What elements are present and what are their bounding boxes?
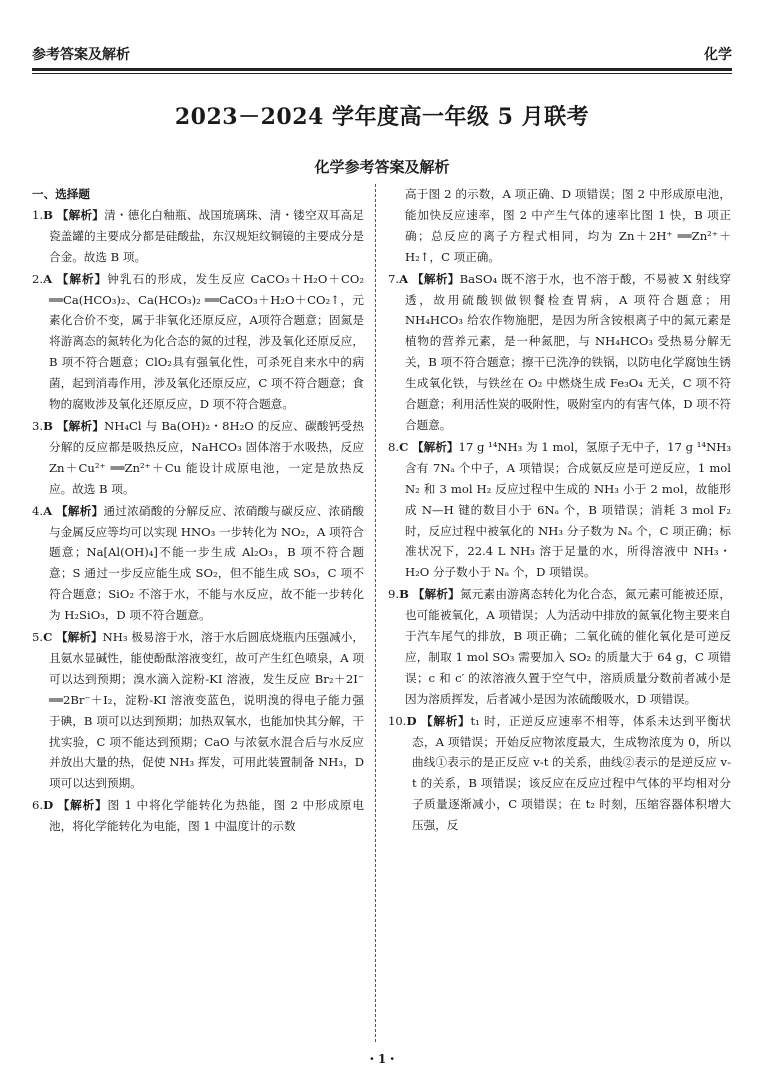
analysis-text: BaSO₄ 既不溶于水，也不溶于酸，不易被 X 射线穿透，故用硫酸钡做钡餐检查胃病，A 项符合题意；用 NH₄HCO₃ 给农作物施肥，是因为所含铵根离子中的氮元素是植物的营养元素，是一种氮肥，与 NH₄HCO₃ 受热易分解无关，B 项不符合题意；擦干已洗净的铁锅，以防电化学腐蚀生锈生成氧化铁，与铁丝在 O₂ 中燃烧生成 Fe₃O₄ 无关，C 项不符合题意；利用活性炭的吸附性，吸附室内的有害气体，D 项不符合题意。 <box>405 271 732 432</box>
analysis-tag: 【解析】 <box>56 418 105 433</box>
answer-item <box>388 584 731 709</box>
answer-item <box>32 501 364 626</box>
analysis-tag: 【解析】 <box>412 587 460 602</box>
answer-letter: B <box>43 418 53 433</box>
analysis-tag: 【解析】 <box>412 439 459 454</box>
analysis-text: 氮元素由游离态转化为化合态，氮元素可能被还原，也可能被氧化，A 项错误；人为活动中排放的氮氧化物主要来自于汽车尾气的排放，B 项正确；二氧化硫的催化氧化是可逆反应，制取 1 mol SO₃ 需要加入 SO₂ 的质量大于 64 g，C 项错误；c 和 c′ 的浓溶液久置于空气中，溶质质量分数前者减小是因为溶质挥发，后者减小是因为浓硫酸吸水，D 项错误。 <box>405 587 731 706</box>
page-subtitle: 化学参考答案及解析 <box>314 158 450 176</box>
header-right: 化学 <box>704 47 732 63</box>
question-number: 2. <box>32 271 44 286</box>
question-number: 9. <box>388 587 400 602</box>
question-number: 1. <box>32 207 44 222</box>
header-left: 参考答案及解析 <box>32 47 130 63</box>
answer-item <box>32 269 364 415</box>
analysis-text: 钟乳石的形成，发生反应 CaCO₃＋H₂O＋CO₂ ══Ca(HCO₃)₂、Ca(HCO₃)₂ ══CaCO₃＋H₂O＋CO₂↑，元素化合价不变，属于非氧化还原反应，A项符合题意；固氮是将游离态的氮转化为化合态的氮的过程，涉及氧化还原反应，B 项不符合题意；ClO₂具有强氧化性，可杀死自来水中的病菌，起到消毒作用，涉及氧化还原反应，C 项不符合题意；食物的腐败涉及氧化还原反应，D 项不符合题意。 <box>49 271 364 412</box>
answer-letter: B <box>43 207 53 222</box>
question-number: 3. <box>32 418 44 433</box>
right-column <box>388 184 731 837</box>
answer-item <box>32 205 364 268</box>
header-rule-thick <box>32 68 732 71</box>
analysis-tag: 【解析】 <box>56 207 105 222</box>
question-number: 8. <box>388 439 400 454</box>
analysis-text: t₁ 时，正逆反应速率不相等，体系未达到平衡状态，A 项错误；开始反应物浓度最大，生成物浓度为 0，所以曲线①表示的是正反应 v-t 的关系，曲线②表示的是逆反应 v-t 的关系，B 项错误；该反应在反应过程中气体的平均相对分子质量逐渐减小，C 项错误；在 t₂ 时刻，压缩容器体积增大压强，反 <box>412 713 731 833</box>
answer-letter: D <box>43 798 54 813</box>
answer-letter: A <box>399 271 409 286</box>
analysis-text: 图 1 中将化学能转化为热能，图 2 中形成原电池，将化学能转化为电能，图 1 中温度计的示数 <box>49 798 364 834</box>
analysis-tag: 【解析】 <box>56 503 104 518</box>
question-number: 4. <box>32 503 44 518</box>
analysis-text: NH₄Cl 与 Ba(OH)₂・8H₂O 的反应、碳酸钙受热分解的反应都是吸热反应，NaHCO₃ 固体溶于水吸热，反应 Zn＋Cu²⁺ ══Zn²⁺＋Cu 能设计成原电池，一定是放热反应。故选 B 项。 <box>49 418 364 496</box>
answer-item <box>388 269 731 436</box>
answer-letter: A <box>43 503 53 518</box>
answer-item <box>388 437 731 583</box>
question-number: 6. <box>32 798 44 813</box>
answer-item <box>32 627 364 794</box>
answer-letter: A <box>43 271 53 286</box>
analysis-tag: 【解析】 <box>56 630 103 645</box>
analysis-tag: 【解析】 <box>412 271 460 286</box>
analysis-text: NH₃ 极易溶于水，溶于水后圆底烧瓶内压强减小，且氨水显碱性，能使酚酞溶液变红，故可产生红色喷泉，A 项可以达到预期；溴水滴入淀粉-KI 溶液，发生反应 Br₂＋2I⁻ ══2Br⁻＋I₂，淀粉-KI 溶液变蓝色，说明溴的得电子能力强于碘，B 项可以达到预期；加热双氧水，也能加快其分解，干扰实验，C 项不能达到预期；CaO 与浓氨水混合后与水反应并放出大量的热，促使 NH₃ 挥发，可用此装置制备 NH₃，D 项可以达到预期。 <box>49 630 364 791</box>
answer-letter: C <box>399 439 409 454</box>
left-question-list <box>32 205 364 837</box>
page-title: 2023－2024 学年度高一年级 5 月联考 <box>174 104 590 130</box>
page-header <box>32 44 732 64</box>
analysis-tag: 【解析】 <box>56 271 108 286</box>
answer-item <box>32 795 364 837</box>
question-number: 5. <box>32 630 44 645</box>
section-heading: 一、选择题 <box>32 187 90 201</box>
analysis-text: 通过浓硝酸的分解反应、浓硝酸与碳反应、浓硝酸与金属反应等均可以实现 HNO₃ 一步转化为 NO₂，A 项符合题意；Na[Al(OH)₄]不能一步生成 Al₂O₃，B 项不符合题意；S 通过一步反应能生成 SO₂，但不能生成 SO₃，C 项不符合题意；SiO₂ 不溶于水，不能与水反应，故不能一步转化为 H₂SiO₃，D 项不符合题意。 <box>49 503 364 623</box>
header-rule-thin <box>32 73 732 74</box>
analysis-tag: 【解析】 <box>57 798 108 813</box>
answer-item <box>32 416 364 500</box>
analysis-tag: 【解析】 <box>420 713 471 728</box>
answer-letter: B <box>399 587 409 602</box>
analysis-text: 清・德化白釉瓶、战国琉璃珠、清・镂空双耳高足瓷盖罐的主要成分都是硅酸盐，东汉规矩纹铜镜的主要成分是合金。故选 B 项。 <box>49 207 364 264</box>
answer-letter: C <box>43 630 53 645</box>
column-divider <box>375 184 376 1042</box>
right-question-list <box>388 269 731 836</box>
page-number: ・1・ <box>365 1052 399 1066</box>
question-number: 7. <box>388 271 400 286</box>
question-number: 10. <box>388 713 407 728</box>
question-continuation: 高于图 2 的示数，A 项正确、D 项错误；图 2 中形成原电池，能加快反应速率，图 2 中产生气体的速率比图 1 快，B 项正确；总反应的离子方程式相同，均为 Zn＋2H⁺ ══Zn²⁺＋H₂↑，C 项正确。 <box>405 187 731 264</box>
answer-item <box>388 711 731 836</box>
left-column <box>32 184 364 838</box>
analysis-text: 17 g ¹⁴NH₃ 为 1 mol，氢原子无中子，17 g ¹⁴NH₃ 含有 7Nₐ 个中子，A 项错误；合成氨反应是可逆反应，1 mol N₂ 和 3 mol H₂ 反应过程中生成的 NH₃ 小于 2 mol，故能形成 N—H 键的数目小于 6Nₐ 个，B 项错误；消耗 3 mol F₂ 时，反应过程中被氧化的 NH₃ 分子数为 Nₐ 个，C 项正确；标准状况下，22.4 L NH₃ 溶于足量的水，所得溶液中 NH₃・H₂O 分子数小于 Nₐ 个，D 项错误。 <box>405 439 731 580</box>
answer-letter: D <box>406 713 417 728</box>
